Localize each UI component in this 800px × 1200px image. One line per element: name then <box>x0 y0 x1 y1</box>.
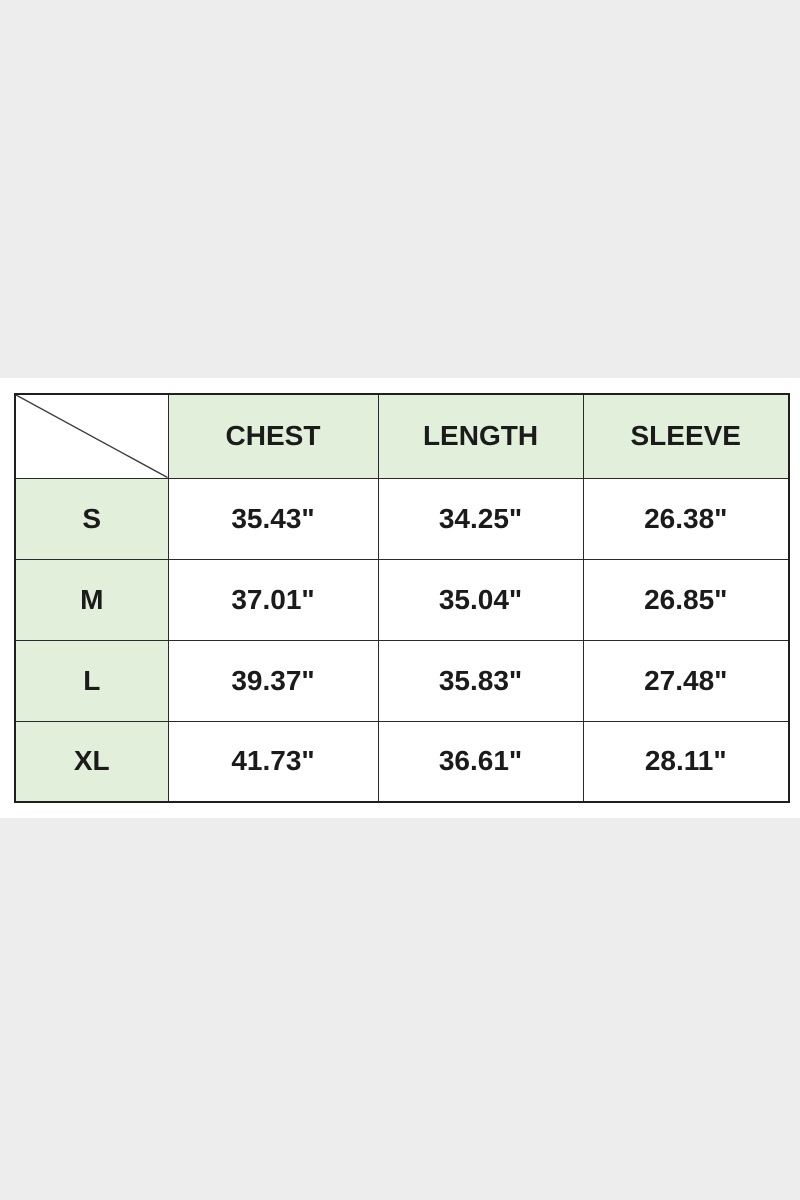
table-row-l <box>15 640 789 721</box>
table-row-xl <box>15 721 789 802</box>
column-header-chest: CHEST <box>168 394 378 478</box>
table-row-s <box>15 478 789 559</box>
column-header-length: LENGTH <box>378 394 583 478</box>
cell-length: 34.25" <box>378 478 583 559</box>
cell-length: 36.61" <box>378 721 583 802</box>
cell-sleeve: 26.85" <box>583 559 789 640</box>
row-header-size: M <box>15 559 168 640</box>
header-row <box>15 394 789 478</box>
cell-chest: 37.01" <box>168 559 378 640</box>
size-chart-table <box>14 393 790 803</box>
column-header-sleeve: SLEEVE <box>583 394 789 478</box>
cell-sleeve: 28.11" <box>583 721 789 802</box>
row-header-size: XL <box>15 721 168 802</box>
corner-cell <box>15 394 168 478</box>
cell-length: 35.83" <box>378 640 583 721</box>
table-row-m <box>15 559 789 640</box>
cell-chest: 35.43" <box>168 478 378 559</box>
size-chart-panel <box>0 378 800 818</box>
row-header-size: L <box>15 640 168 721</box>
cell-sleeve: 26.38" <box>583 478 789 559</box>
cell-chest: 39.37" <box>168 640 378 721</box>
cell-length: 35.04" <box>378 559 583 640</box>
cell-chest: 41.73" <box>168 721 378 802</box>
cell-sleeve: 27.48" <box>583 640 789 721</box>
row-header-size: S <box>15 478 168 559</box>
